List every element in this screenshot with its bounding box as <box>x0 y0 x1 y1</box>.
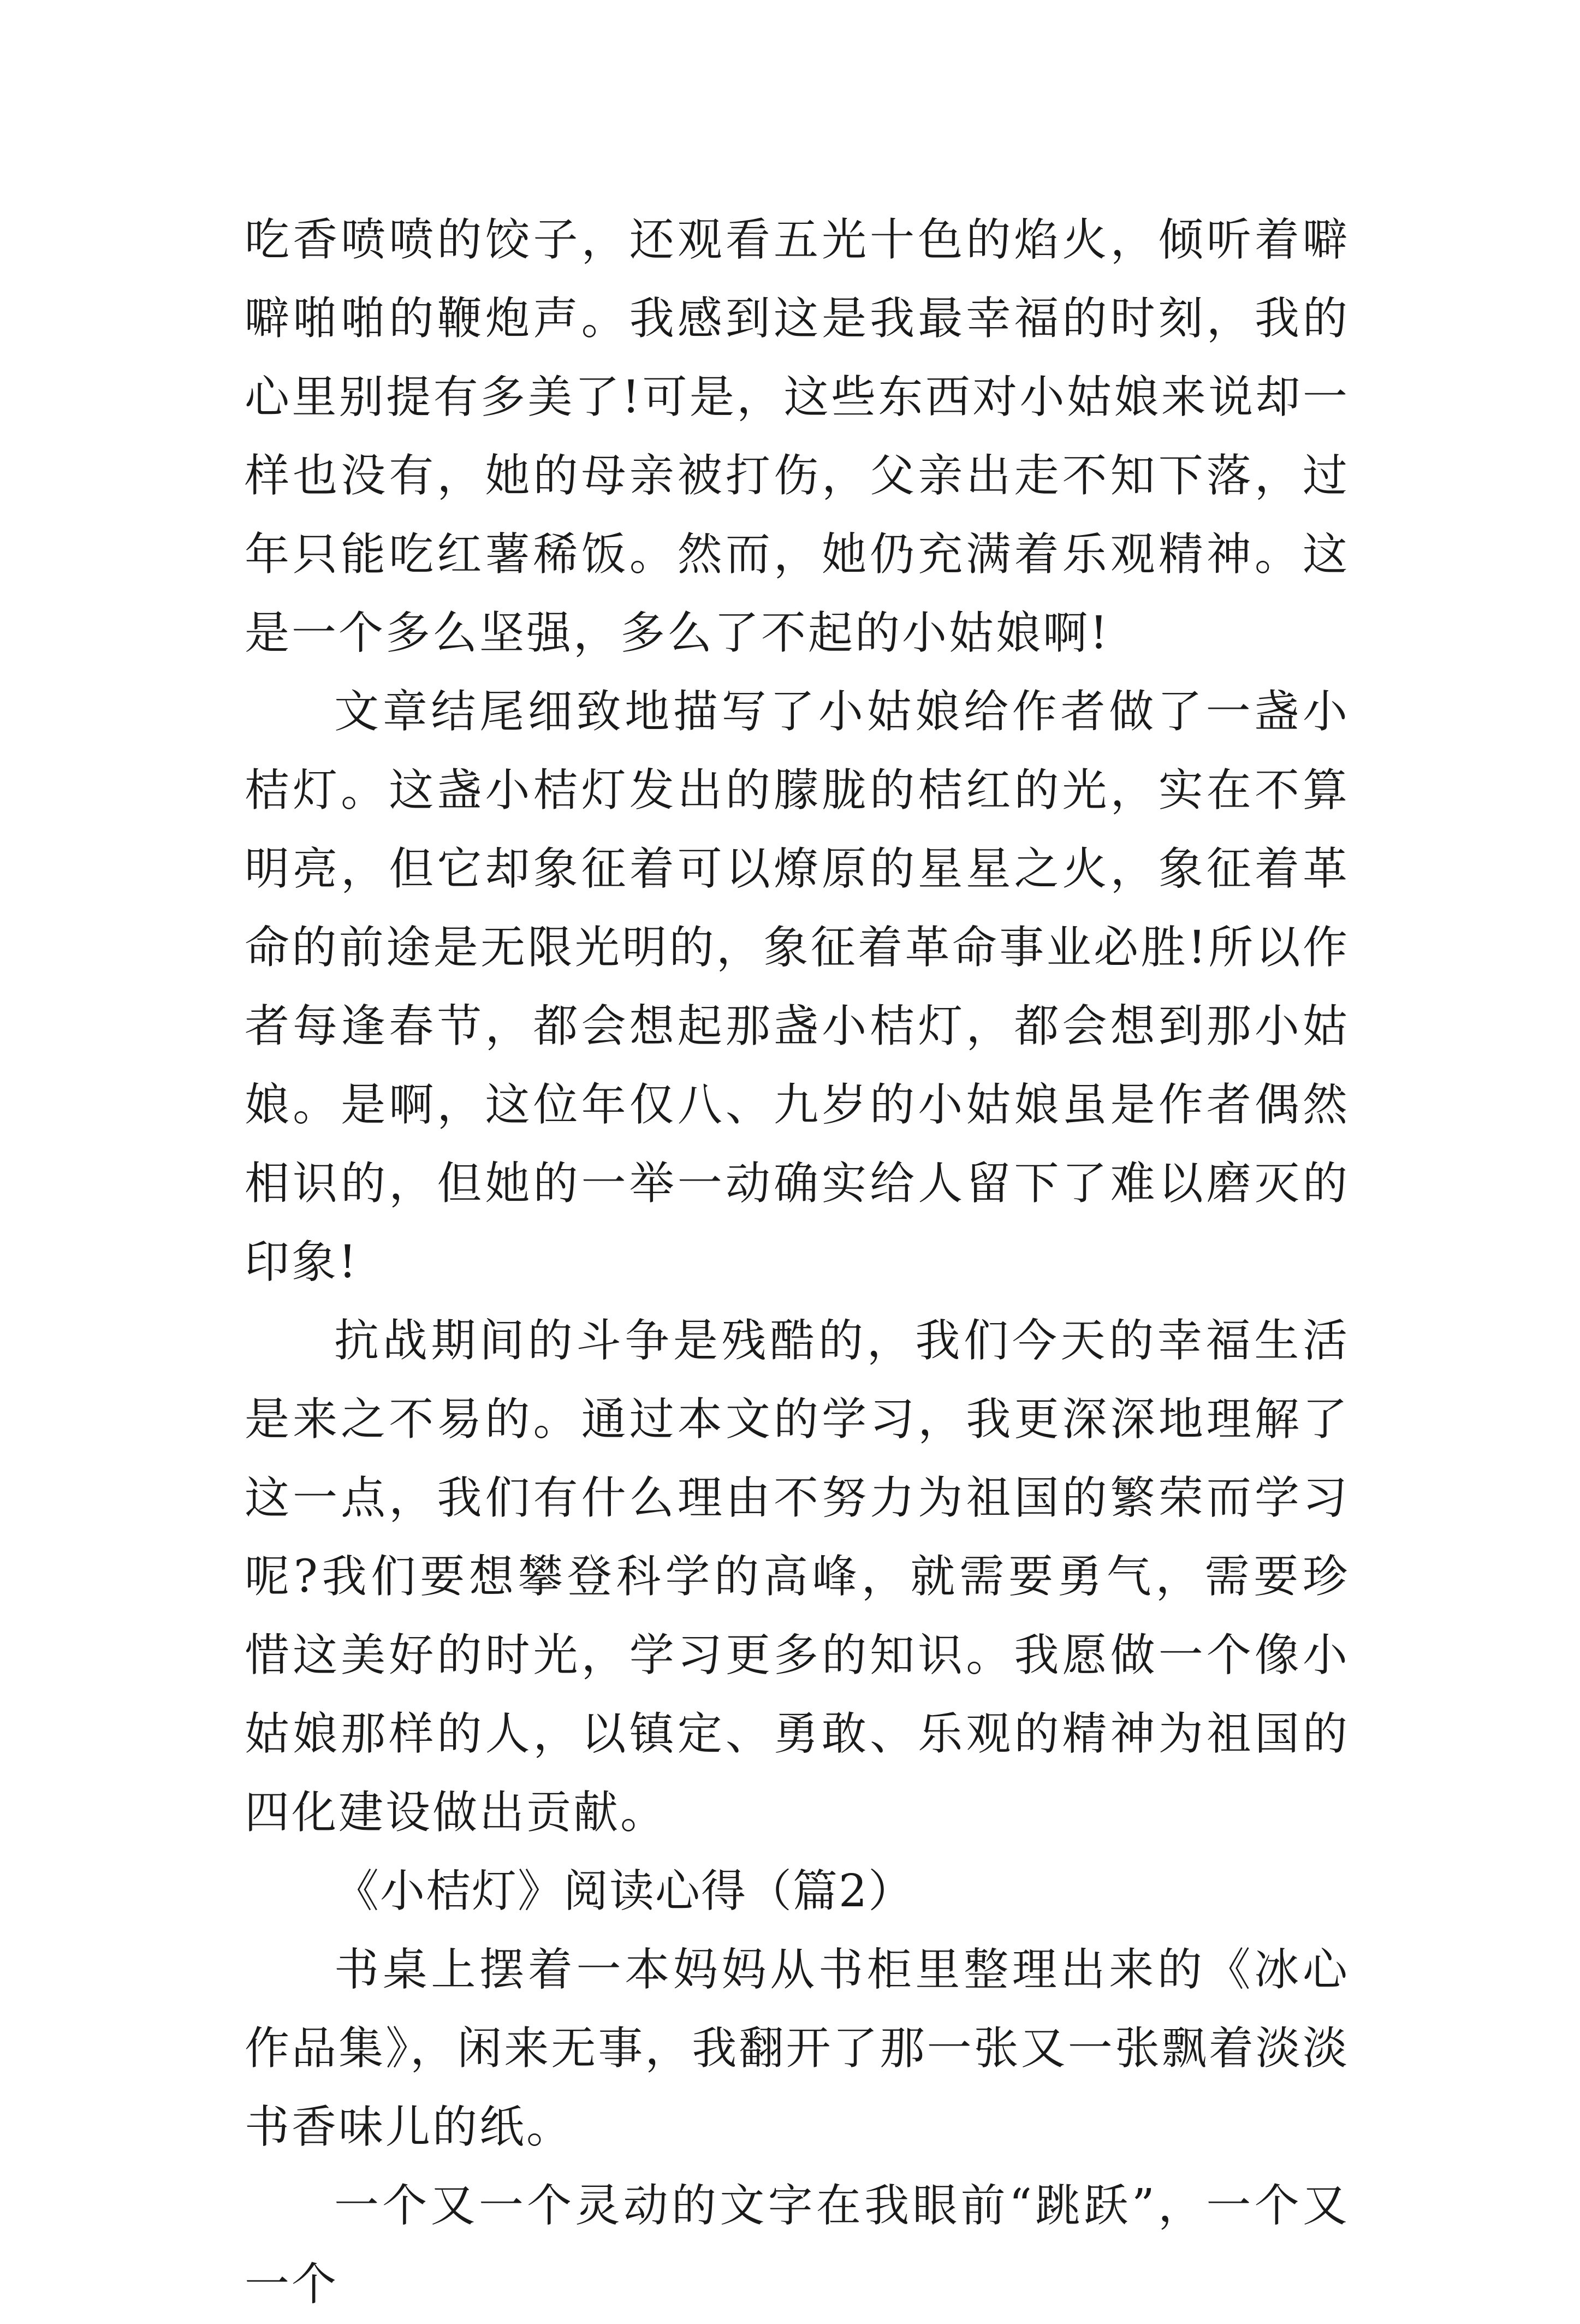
paragraph-2: 文章结尾细致地描写了小姑娘给作者做了一盏小桔灯。这盏小桔灯发出的朦胧的桔红的光，实在不算明亮，但它却象征着可以燎原的星星之火，象征着革命的前途是无限光明的，象征着革命事业必胜!所以作者每逢春节，都会想起那盏小桔灯，都会想到那小姑娘。是啊，这位年仅八、九岁的小姑娘虽是作者偶然相识的，但她的一举一动确实给人留下了难以磨灭的印象! <box>245 686 1350 1288</box>
paragraph-4: 书桌上摆着一本妈妈从书柜里整理出来的《冰心作品集》，闲来无事，我翻开了那一张又一张飘着淡淡书香味儿的纸。 <box>245 1944 1350 2153</box>
paragraph-5: 一个又一个灵动的文字在我眼前“跳跃”，一个又一个 <box>245 2180 1350 2310</box>
document-body <box>245 201 1350 2324</box>
paragraph-1: 吃香喷喷的饺子，还观看五光十色的焰火，倾听着噼噼啪啪的鞭炮声。我感到这是我最幸福的时刻，我的心里别提有多美了!可是，这些东西对小姑娘来说却一样也没有，她的母亲被打伤，父亲出走不知下落，过年只能吃红薯稀饭。然而，她仍充满着乐观精神。这是一个多么坚强，多么了不起的小姑娘啊! <box>245 214 1350 659</box>
paragraph-3: 抗战期间的斗争是残酷的，我们今天的幸福生活是来之不易的。通过本文的学习，我更深深地理解了这一点，我们有什么理由不努力为祖国的繁荣而学习呢?我们要想攀登科学的高峰，就需要勇气，需要珍惜这美好的时光，学习更多的知识。我愿做一个像小姑娘那样的人，以镇定、勇敢、乐观的精神为祖国的四化建设做出贡献。 <box>245 1315 1350 1839</box>
section-heading: 《小桔灯》阅读心得（篇2） <box>334 1865 914 1917</box>
